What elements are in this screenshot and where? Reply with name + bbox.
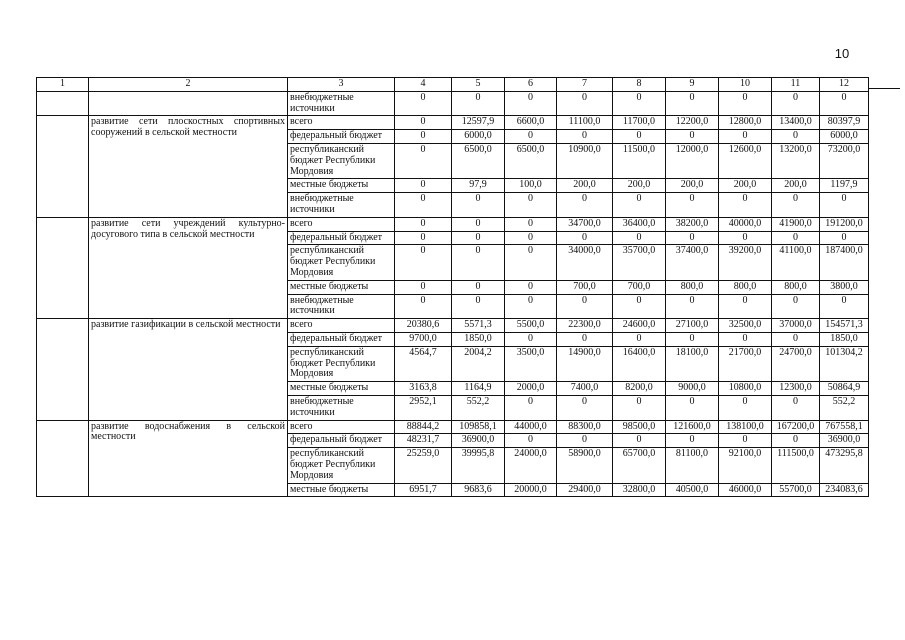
row-number-cell <box>37 116 89 217</box>
table-row <box>37 217 869 231</box>
value-cell: 2000,0 <box>505 382 557 396</box>
column-header: 4 <box>395 78 452 92</box>
column-header: 3 <box>288 78 395 92</box>
value-cell: 0 <box>557 91 613 116</box>
value-cell: 27100,0 <box>666 319 719 333</box>
value-cell: 167200,0 <box>772 420 820 434</box>
value-cell: 200,0 <box>613 179 666 193</box>
value-cell: 0 <box>557 193 613 218</box>
value-cell: 0 <box>557 294 613 319</box>
value-cell: 0 <box>505 280 557 294</box>
value-cell: 800,0 <box>666 280 719 294</box>
value-cell: 8200,0 <box>613 382 666 396</box>
value-cell: 0 <box>505 231 557 245</box>
funding-source: местные бюджеты <box>288 280 395 294</box>
value-cell: 0 <box>395 294 452 319</box>
value-cell: 32800,0 <box>613 483 666 497</box>
value-cell: 0 <box>505 395 557 420</box>
column-header: 7 <box>557 78 613 92</box>
value-cell: 21700,0 <box>719 346 772 381</box>
value-cell: 81100,0 <box>666 448 719 483</box>
value-cell: 3800,0 <box>820 280 869 294</box>
value-cell: 473295,8 <box>820 448 869 483</box>
funding-source: внебюджетные источники <box>288 91 395 116</box>
page-number: 10 <box>834 46 850 61</box>
measure-name <box>89 91 288 116</box>
value-cell: 0 <box>613 231 666 245</box>
value-cell: 200,0 <box>719 179 772 193</box>
value-cell: 0 <box>395 130 452 144</box>
table-row <box>37 91 869 116</box>
value-cell: 0 <box>772 434 820 448</box>
value-cell: 0 <box>719 434 772 448</box>
value-cell: 1850,0 <box>452 332 505 346</box>
value-cell: 0 <box>395 143 452 178</box>
value-cell: 9700,0 <box>395 332 452 346</box>
value-cell: 0 <box>505 245 557 280</box>
value-cell: 35700,0 <box>613 245 666 280</box>
value-cell: 13400,0 <box>772 116 820 130</box>
value-cell: 29400,0 <box>557 483 613 497</box>
value-cell: 36400,0 <box>613 217 666 231</box>
value-cell: 46000,0 <box>719 483 772 497</box>
value-cell: 12597,9 <box>452 116 505 130</box>
value-cell: 0 <box>613 332 666 346</box>
column-header: 12 <box>820 78 869 92</box>
column-header: 9 <box>666 78 719 92</box>
value-cell: 12600,0 <box>719 143 772 178</box>
value-cell: 0 <box>666 294 719 319</box>
value-cell: 767558,1 <box>820 420 869 434</box>
value-cell: 0 <box>395 231 452 245</box>
value-cell: 24000,0 <box>505 448 557 483</box>
value-cell: 6951,7 <box>395 483 452 497</box>
value-cell: 0 <box>613 193 666 218</box>
value-cell: 0 <box>505 193 557 218</box>
value-cell: 98500,0 <box>613 420 666 434</box>
value-cell: 2952,1 <box>395 395 452 420</box>
value-cell: 0 <box>772 231 820 245</box>
value-cell: 1164,9 <box>452 382 505 396</box>
value-cell: 11100,0 <box>557 116 613 130</box>
value-cell: 0 <box>772 193 820 218</box>
value-cell: 37000,0 <box>772 319 820 333</box>
value-cell: 0 <box>557 130 613 144</box>
value-cell: 0 <box>395 245 452 280</box>
value-cell: 0 <box>505 294 557 319</box>
table-row <box>37 420 869 434</box>
value-cell: 0 <box>395 280 452 294</box>
value-cell: 0 <box>820 193 869 218</box>
funding-source: внебюджетные источники <box>288 395 395 420</box>
value-cell: 16400,0 <box>613 346 666 381</box>
value-cell: 552,2 <box>452 395 505 420</box>
value-cell: 200,0 <box>557 179 613 193</box>
value-cell: 0 <box>613 130 666 144</box>
value-cell: 65700,0 <box>613 448 666 483</box>
funding-source: республиканский бюджет Республики Мордовия <box>288 346 395 381</box>
header-row <box>37 78 869 92</box>
value-cell: 24600,0 <box>613 319 666 333</box>
value-cell: 88300,0 <box>557 420 613 434</box>
value-cell: 24700,0 <box>772 346 820 381</box>
value-cell: 97,9 <box>452 179 505 193</box>
value-cell: 0 <box>772 332 820 346</box>
value-cell: 0 <box>772 130 820 144</box>
value-cell: 0 <box>719 395 772 420</box>
table-body <box>37 91 869 497</box>
value-cell: 0 <box>613 91 666 116</box>
value-cell: 0 <box>452 245 505 280</box>
value-cell: 0 <box>666 395 719 420</box>
value-cell: 109858,1 <box>452 420 505 434</box>
value-cell: 40500,0 <box>666 483 719 497</box>
value-cell: 111500,0 <box>772 448 820 483</box>
column-header: 8 <box>613 78 666 92</box>
value-cell: 20380,6 <box>395 319 452 333</box>
value-cell: 4564,7 <box>395 346 452 381</box>
value-cell: 36900,0 <box>820 434 869 448</box>
value-cell: 39995,8 <box>452 448 505 483</box>
value-cell: 191200,0 <box>820 217 869 231</box>
value-cell: 11500,0 <box>613 143 666 178</box>
value-cell: 101304,2 <box>820 346 869 381</box>
table-row <box>37 116 869 130</box>
value-cell: 0 <box>772 395 820 420</box>
measure-name: развитие сети плоскостных спортивных сооружений в сельской местности <box>89 116 288 217</box>
value-cell: 0 <box>719 332 772 346</box>
value-cell: 12300,0 <box>772 382 820 396</box>
value-cell: 1197,9 <box>820 179 869 193</box>
value-cell: 6600,0 <box>505 116 557 130</box>
value-cell: 18100,0 <box>666 346 719 381</box>
value-cell: 0 <box>395 91 452 116</box>
column-header: 2 <box>89 78 288 92</box>
funding-source: федеральный бюджет <box>288 231 395 245</box>
value-cell: 234083,6 <box>820 483 869 497</box>
measure-name: развитие газификации в сельской местности <box>89 319 288 420</box>
value-cell: 0 <box>820 294 869 319</box>
funding-source: республиканский бюджет Республики Мордовия <box>288 448 395 483</box>
value-cell: 0 <box>395 193 452 218</box>
value-cell: 0 <box>505 434 557 448</box>
value-cell: 0 <box>452 280 505 294</box>
value-cell: 11700,0 <box>613 116 666 130</box>
value-cell: 0 <box>452 193 505 218</box>
value-cell: 41900,0 <box>772 217 820 231</box>
value-cell: 12800,0 <box>719 116 772 130</box>
value-cell: 0 <box>666 231 719 245</box>
value-cell: 41100,0 <box>772 245 820 280</box>
column-header: 10 <box>719 78 772 92</box>
value-cell: 36900,0 <box>452 434 505 448</box>
value-cell: 800,0 <box>772 280 820 294</box>
value-cell: 5500,0 <box>505 319 557 333</box>
column-header: 1 <box>37 78 89 92</box>
value-cell: 12000,0 <box>666 143 719 178</box>
value-cell: 0 <box>666 91 719 116</box>
value-cell: 0 <box>719 130 772 144</box>
value-cell: 0 <box>452 231 505 245</box>
funding-source: внебюджетные источники <box>288 193 395 218</box>
value-cell: 38200,0 <box>666 217 719 231</box>
value-cell: 0 <box>666 193 719 218</box>
funding-source: федеральный бюджет <box>288 130 395 144</box>
funding-source: республиканский бюджет Республики Мордовия <box>288 143 395 178</box>
column-header: 11 <box>772 78 820 92</box>
value-cell: 0 <box>557 395 613 420</box>
value-cell: 10900,0 <box>557 143 613 178</box>
value-cell: 0 <box>452 294 505 319</box>
column-header: 6 <box>505 78 557 92</box>
value-cell: 0 <box>395 217 452 231</box>
value-cell: 1850,0 <box>820 332 869 346</box>
value-cell: 14900,0 <box>557 346 613 381</box>
funding-source: всего <box>288 319 395 333</box>
value-cell: 37400,0 <box>666 245 719 280</box>
column-header: 5 <box>452 78 505 92</box>
value-cell: 6000,0 <box>452 130 505 144</box>
funding-source: федеральный бюджет <box>288 332 395 346</box>
value-cell: 154571,3 <box>820 319 869 333</box>
value-cell: 0 <box>820 231 869 245</box>
funding-source: местные бюджеты <box>288 382 395 396</box>
row-number-cell <box>37 420 89 497</box>
row-number-cell <box>37 319 89 420</box>
value-cell: 9000,0 <box>666 382 719 396</box>
value-cell: 121600,0 <box>666 420 719 434</box>
value-cell: 9683,6 <box>452 483 505 497</box>
value-cell: 6500,0 <box>452 143 505 178</box>
value-cell: 3500,0 <box>505 346 557 381</box>
funding-source: всего <box>288 420 395 434</box>
funding-table <box>36 77 869 497</box>
funding-source: местные бюджеты <box>288 179 395 193</box>
value-cell: 700,0 <box>557 280 613 294</box>
value-cell: 0 <box>613 395 666 420</box>
value-cell: 138100,0 <box>719 420 772 434</box>
value-cell: 55700,0 <box>772 483 820 497</box>
funding-source: федеральный бюджет <box>288 434 395 448</box>
funding-source: всего <box>288 116 395 130</box>
value-cell: 7400,0 <box>557 382 613 396</box>
row-number-cell <box>37 217 89 318</box>
row-number-cell <box>37 91 89 116</box>
funding-source: республиканский бюджет Республики Мордовия <box>288 245 395 280</box>
value-cell: 48231,7 <box>395 434 452 448</box>
value-cell: 34000,0 <box>557 245 613 280</box>
value-cell: 0 <box>719 193 772 218</box>
value-cell: 50864,9 <box>820 382 869 396</box>
value-cell: 92100,0 <box>719 448 772 483</box>
value-cell: 2004,2 <box>452 346 505 381</box>
table-row <box>37 319 869 333</box>
value-cell: 22300,0 <box>557 319 613 333</box>
value-cell: 44000,0 <box>505 420 557 434</box>
value-cell: 0 <box>557 231 613 245</box>
value-cell: 10800,0 <box>719 382 772 396</box>
value-cell: 187400,0 <box>820 245 869 280</box>
value-cell: 34700,0 <box>557 217 613 231</box>
value-cell: 25259,0 <box>395 448 452 483</box>
value-cell: 0 <box>505 332 557 346</box>
value-cell: 88844,2 <box>395 420 452 434</box>
value-cell: 0 <box>666 130 719 144</box>
value-cell: 0 <box>395 179 452 193</box>
value-cell: 32500,0 <box>719 319 772 333</box>
value-cell: 0 <box>557 332 613 346</box>
value-cell: 0 <box>666 332 719 346</box>
value-cell: 73200,0 <box>820 143 869 178</box>
value-cell: 0 <box>666 434 719 448</box>
measure-name: развитие сети учреждений культурно-досугового типа в сельской местности <box>89 217 288 318</box>
value-cell: 0 <box>452 91 505 116</box>
value-cell: 20000,0 <box>505 483 557 497</box>
value-cell: 5571,3 <box>452 319 505 333</box>
margin-rule <box>868 88 900 89</box>
value-cell: 0 <box>452 217 505 231</box>
value-cell: 200,0 <box>666 179 719 193</box>
value-cell: 80397,9 <box>820 116 869 130</box>
value-cell: 0 <box>395 116 452 130</box>
value-cell: 0 <box>613 434 666 448</box>
value-cell: 0 <box>505 217 557 231</box>
value-cell: 552,2 <box>820 395 869 420</box>
value-cell: 100,0 <box>505 179 557 193</box>
value-cell: 6000,0 <box>820 130 869 144</box>
measure-name: развитие водоснабжения в сельской местности <box>89 420 288 497</box>
value-cell: 0 <box>772 294 820 319</box>
funding-source: местные бюджеты <box>288 483 395 497</box>
value-cell: 800,0 <box>719 280 772 294</box>
value-cell: 12200,0 <box>666 116 719 130</box>
value-cell: 0 <box>505 130 557 144</box>
value-cell: 0 <box>772 91 820 116</box>
value-cell: 13200,0 <box>772 143 820 178</box>
value-cell: 40000,0 <box>719 217 772 231</box>
value-cell: 0 <box>719 231 772 245</box>
value-cell: 0 <box>820 91 869 116</box>
value-cell: 39200,0 <box>719 245 772 280</box>
value-cell: 58900,0 <box>557 448 613 483</box>
value-cell: 6500,0 <box>505 143 557 178</box>
value-cell: 0 <box>505 91 557 116</box>
value-cell: 700,0 <box>613 280 666 294</box>
value-cell: 3163,8 <box>395 382 452 396</box>
value-cell: 0 <box>719 91 772 116</box>
value-cell: 200,0 <box>772 179 820 193</box>
value-cell: 0 <box>719 294 772 319</box>
value-cell: 0 <box>557 434 613 448</box>
funding-source: всего <box>288 217 395 231</box>
value-cell: 0 <box>613 294 666 319</box>
funding-source: внебюджетные источники <box>288 294 395 319</box>
